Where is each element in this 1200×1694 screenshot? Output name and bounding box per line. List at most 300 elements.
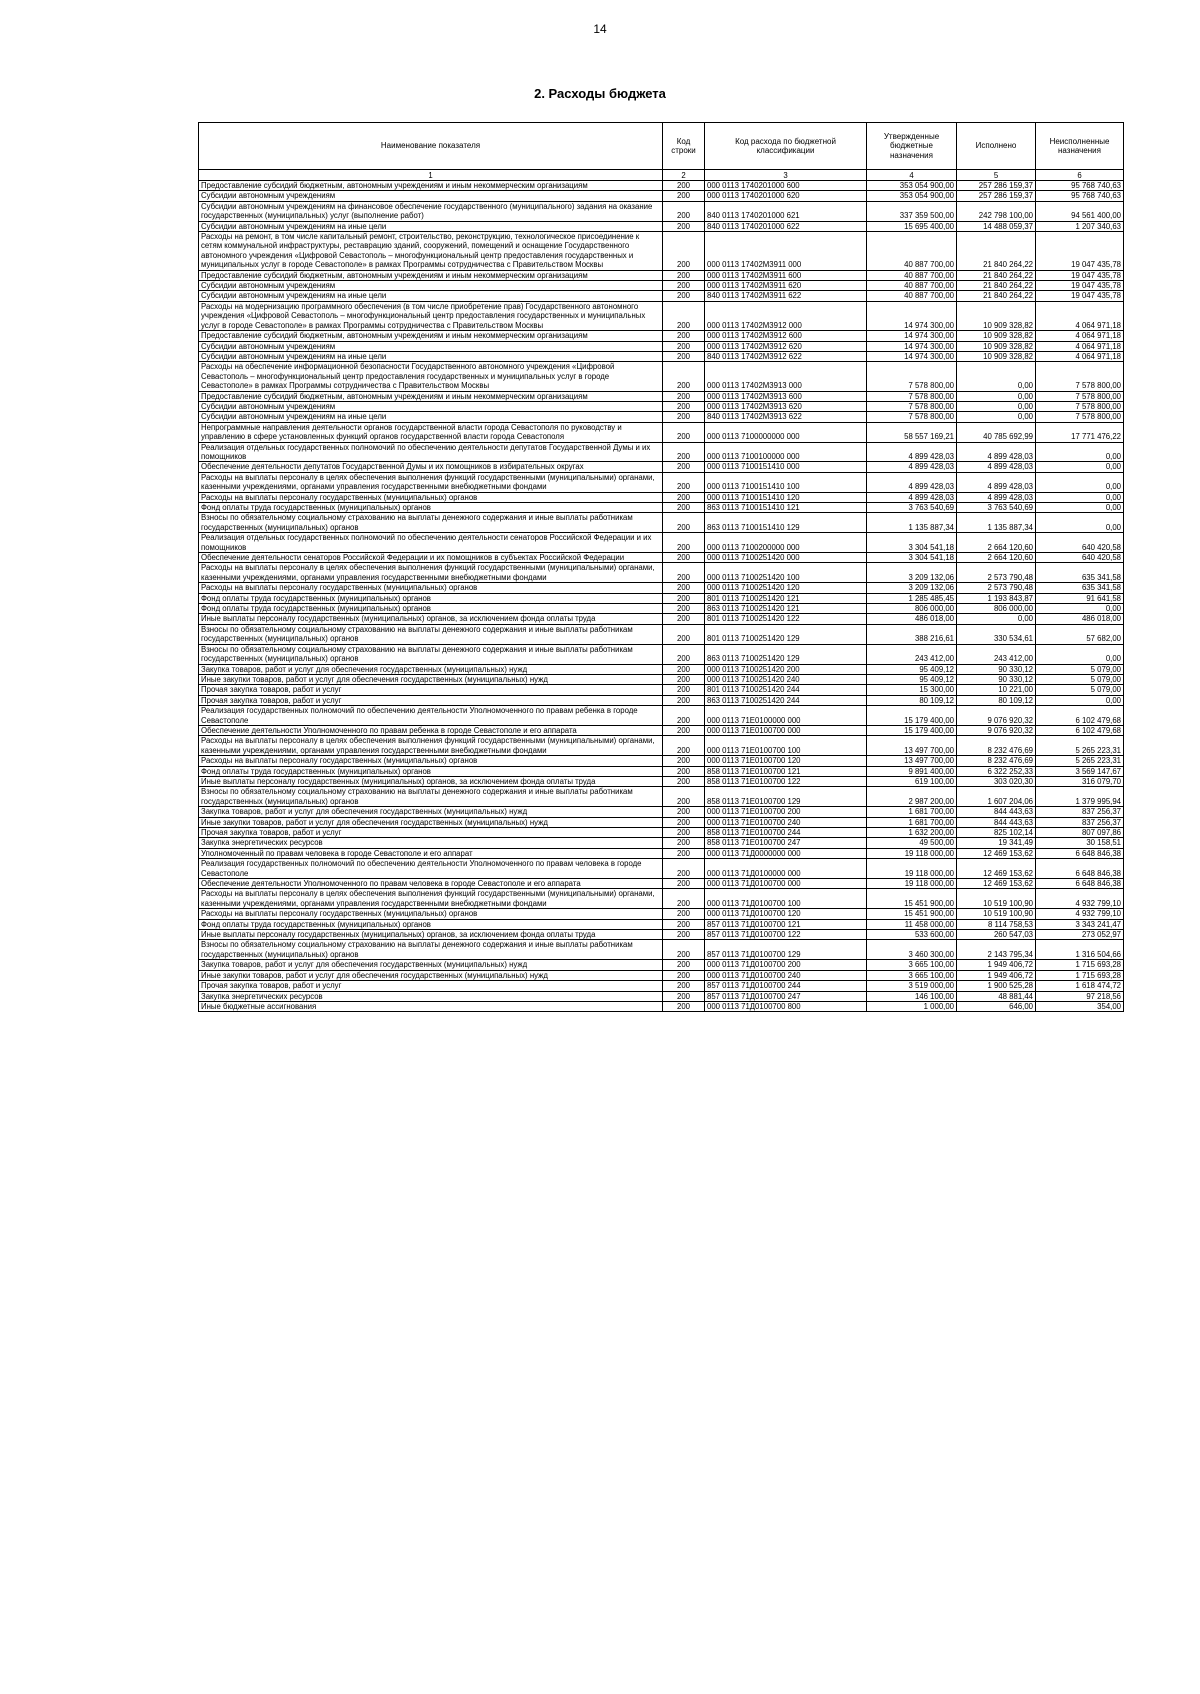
cell-approved: 7 578 800,00 (867, 391, 957, 401)
column-number: 1 (199, 170, 663, 181)
cell-line-code: 200 (663, 674, 705, 684)
cell-expense-code: 863 0113 7100251420 244 (705, 695, 867, 705)
cell-approved: 2 987 200,00 (867, 787, 957, 807)
cell-executed: 844 443,63 (957, 807, 1036, 817)
cell-expense-code: 000 0113 71Д0000000 000 (705, 848, 867, 858)
cell-unexecuted: 6 648 846,38 (1036, 859, 1124, 879)
cell-indicator-name: Предоставление субсидий бюджетным, автономным учреждениям и иным некоммерческим организациям (199, 331, 663, 341)
cell-indicator-name: Прочая закупка товаров, работ и услуг (199, 828, 663, 838)
cell-unexecuted: 0,00 (1036, 442, 1124, 462)
cell-indicator-name: Взносы по обязательному социальному страхованию на выплаты денежного содержания и иные выплаты работникам государственных (муниципальных) органов (199, 624, 663, 644)
cell-line-code: 200 (663, 909, 705, 919)
column-number: 4 (867, 170, 957, 181)
table-row (199, 270, 1124, 280)
cell-line-code: 200 (663, 725, 705, 735)
cell-executed: 10 519 100,90 (957, 889, 1036, 909)
cell-expense-code: 000 0113 7100251420 240 (705, 674, 867, 684)
cell-indicator-name: Фонд оплаты труда государственных (муниципальных) органов (199, 766, 663, 776)
table-row (199, 351, 1124, 361)
cell-executed: 19 341,49 (957, 838, 1036, 848)
cell-indicator-name: Реализация государственных полномочий по обеспечению деятельности Уполномоченного по правам ребенка в городе Севастополе (199, 706, 663, 726)
cell-executed: 10 909 328,82 (957, 331, 1036, 341)
cell-approved: 7 578 800,00 (867, 362, 957, 391)
cell-expense-code: 801 0113 7100251420 129 (705, 624, 867, 644)
cell-line-code: 200 (663, 533, 705, 553)
cell-approved: 14 974 300,00 (867, 331, 957, 341)
header-unexecuted: Неисполненные назначения (1036, 123, 1124, 170)
cell-indicator-name: Иные бюджетные ассигнования (199, 1001, 663, 1011)
cell-executed: 10 519 100,90 (957, 909, 1036, 919)
cell-executed: 2 664 120,60 (957, 533, 1036, 553)
column-number: 2 (663, 170, 705, 181)
cell-approved: 619 100,00 (867, 776, 957, 786)
cell-expense-code: 000 0113 7100251420 120 (705, 583, 867, 593)
cell-indicator-name: Реализация отдельных государственных полномочий по обеспечению деятельности депутатов Государственной Думы и их помощников (199, 442, 663, 462)
header-expense-code: Код расхода по бюджетной классификации (705, 123, 867, 170)
cell-indicator-name: Субсидии автономным учреждениям (199, 191, 663, 201)
cell-line-code: 200 (663, 221, 705, 231)
cell-line-code: 200 (663, 695, 705, 705)
cell-line-code: 200 (663, 401, 705, 411)
cell-executed: 9 076 920,32 (957, 706, 1036, 726)
cell-line-code: 200 (663, 270, 705, 280)
table-row (199, 442, 1124, 462)
cell-approved: 15 451 900,00 (867, 889, 957, 909)
table-row (199, 583, 1124, 593)
table-row (199, 624, 1124, 644)
cell-executed: 90 330,12 (957, 664, 1036, 674)
cell-unexecuted: 4 064 971,18 (1036, 341, 1124, 351)
expenses-table (198, 122, 1124, 1012)
cell-line-code: 200 (663, 940, 705, 960)
table-body (199, 181, 1124, 1012)
cell-indicator-name: Расходы на ремонт, в том числе капитальный ремонт, строительство, реконструкцию, технологическое присоединение к сетям коммунальной инфраструктуры, реставрацию зданий, сооружений, помещений и оснащение Государственного автономного учреждения «Цифровой Севастополь – многофункциональный центр предоставления государственных и муниципальных услуг в городе Севастополе» в рамках Программы сотрудничества с Правительством Москвы (199, 232, 663, 271)
cell-expense-code: 840 0113 17402M3912 622 (705, 351, 867, 361)
cell-indicator-name: Субсидии автономным учреждениям (199, 401, 663, 411)
cell-executed: 646,00 (957, 1001, 1036, 1011)
cell-unexecuted: 7 578 800,00 (1036, 391, 1124, 401)
cell-unexecuted: 5 079,00 (1036, 685, 1124, 695)
cell-executed: 243 412,00 (957, 644, 1036, 664)
cell-executed: 1 193 843,87 (957, 593, 1036, 603)
cell-indicator-name: Реализация государственных полномочий по обеспечению деятельности Уполномоченного по правам человека в городе Севастополе (199, 859, 663, 879)
cell-unexecuted: 837 256,37 (1036, 807, 1124, 817)
cell-approved: 4 899 428,03 (867, 462, 957, 472)
cell-unexecuted: 7 578 800,00 (1036, 412, 1124, 422)
cell-expense-code: 000 0113 7100151410 100 (705, 472, 867, 492)
cell-expense-code: 000 0113 7100251420 200 (705, 664, 867, 674)
page-number: 14 (593, 22, 607, 36)
cell-line-code: 200 (663, 351, 705, 361)
cell-indicator-name: Расходы на выплаты персоналу в целях обеспечения выполнения функций государственными (муниципальными) органами, казенными учреждениями, органами управления государственными внебюджетными фондами (199, 472, 663, 492)
cell-unexecuted: 640 420,58 (1036, 533, 1124, 553)
column-number: 3 (705, 170, 867, 181)
cell-approved: 7 578 800,00 (867, 401, 957, 411)
cell-unexecuted: 807 097,86 (1036, 828, 1124, 838)
cell-indicator-name: Прочая закупка товаров, работ и услуг (199, 685, 663, 695)
cell-line-code: 200 (663, 930, 705, 940)
cell-approved: 13 497 700,00 (867, 736, 957, 756)
cell-unexecuted: 5 079,00 (1036, 674, 1124, 684)
cell-expense-code: 801 0113 7100251420 121 (705, 593, 867, 603)
table-row (199, 940, 1124, 960)
cell-indicator-name: Субсидии автономным учреждениям на иные цели (199, 351, 663, 361)
cell-unexecuted: 316 079,70 (1036, 776, 1124, 786)
table-row (199, 614, 1124, 624)
cell-expense-code: 000 0113 17402M3913 000 (705, 362, 867, 391)
table-row (199, 817, 1124, 827)
cell-indicator-name: Закупка товаров, работ и услуг для обеспечения государственных (муниципальных) нужд (199, 664, 663, 674)
table-row (199, 981, 1124, 991)
cell-approved: 14 974 300,00 (867, 301, 957, 330)
cell-executed: 48 881,44 (957, 991, 1036, 1001)
cell-indicator-name: Иные выплаты персоналу государственных (муниципальных) органов, за исключением фонда оплаты труда (199, 930, 663, 940)
cell-line-code: 200 (663, 706, 705, 726)
cell-expense-code: 840 0113 17402M3911 622 (705, 291, 867, 301)
cell-indicator-name: Прочая закупка товаров, работ и услуг (199, 981, 663, 991)
cell-approved: 4 899 428,03 (867, 492, 957, 502)
cell-approved: 7 578 800,00 (867, 412, 957, 422)
cell-line-code: 200 (663, 991, 705, 1001)
cell-indicator-name: Расходы на обеспечение информационной безопасности Государственного автономного учреждения «Цифровой Севастополь – многофункциональный центр предоставления государственных и муниципальных услуг в городе Севастополе» в рамках Программы сотрудничества с Правительством Москвы (199, 362, 663, 391)
cell-expense-code: 000 0113 17402M3911 600 (705, 270, 867, 280)
cell-indicator-name: Уполномоченный по правам человека в городе Севастополе и его аппарат (199, 848, 663, 858)
cell-approved: 95 409,12 (867, 674, 957, 684)
cell-indicator-name: Прочая закупка товаров, работ и услуг (199, 695, 663, 705)
cell-indicator-name: Фонд оплаты труда государственных (муниципальных) органов (199, 593, 663, 603)
cell-expense-code: 863 0113 7100251420 129 (705, 644, 867, 664)
cell-expense-code: 000 0113 17402M3912 620 (705, 341, 867, 351)
cell-indicator-name: Расходы на выплаты персоналу государственных (муниципальных) органов (199, 756, 663, 766)
cell-executed: 4 899 428,03 (957, 462, 1036, 472)
table-row (199, 838, 1124, 848)
cell-expense-code: 840 0113 17402M3913 622 (705, 412, 867, 422)
table-header-row (199, 123, 1124, 170)
cell-unexecuted: 1 316 504,66 (1036, 940, 1124, 960)
cell-executed: 12 469 153,62 (957, 848, 1036, 858)
cell-line-code: 200 (663, 981, 705, 991)
cell-approved: 80 109,12 (867, 695, 957, 705)
cell-indicator-name: Субсидии автономным учреждениям на финансовое обеспечение государственного (муниципального) задания на оказание государственных (муниципальных) услуг (выполнение работ) (199, 201, 663, 221)
cell-indicator-name: Расходы на выплаты персоналу в целях обеспечения выполнения функций государственными (муниципальными) органами, казенными учреждениями, органами управления государственными внебюджетными фондами (199, 736, 663, 756)
cell-line-code: 200 (663, 644, 705, 664)
cell-line-code: 200 (663, 232, 705, 271)
cell-unexecuted: 0,00 (1036, 695, 1124, 705)
cell-approved: 806 000,00 (867, 604, 957, 614)
cell-unexecuted: 635 341,58 (1036, 563, 1124, 583)
table-row (199, 553, 1124, 563)
cell-unexecuted: 273 052,97 (1036, 930, 1124, 940)
table-row (199, 412, 1124, 422)
cell-indicator-name: Предоставление субсидий бюджетным, автономным учреждениям и иным некоммерческим организациям (199, 270, 663, 280)
cell-unexecuted: 635 341,58 (1036, 583, 1124, 593)
cell-unexecuted: 17 771 476,22 (1036, 422, 1124, 442)
cell-line-code: 200 (663, 960, 705, 970)
cell-expense-code: 858 0113 71E0100700 129 (705, 787, 867, 807)
cell-approved: 13 497 700,00 (867, 756, 957, 766)
cell-executed: 21 840 264,22 (957, 270, 1036, 280)
cell-executed: 8 232 476,69 (957, 756, 1036, 766)
cell-executed: 0,00 (957, 401, 1036, 411)
table-row (199, 930, 1124, 940)
header-name: Наименование показателя (199, 123, 663, 170)
table-row (199, 362, 1124, 391)
page-title: 2. Расходы бюджета (534, 86, 666, 101)
cell-executed: 9 076 920,32 (957, 725, 1036, 735)
cell-line-code: 200 (663, 362, 705, 391)
cell-expense-code: 000 0113 7100100000 000 (705, 442, 867, 462)
cell-unexecuted: 7 578 800,00 (1036, 362, 1124, 391)
cell-line-code: 200 (663, 838, 705, 848)
cell-expense-code: 000 0113 7100200000 000 (705, 533, 867, 553)
table-row (199, 301, 1124, 330)
cell-expense-code: 863 0113 7100151410 121 (705, 503, 867, 513)
cell-approved: 243 412,00 (867, 644, 957, 664)
header-approved: Утвержденные бюджетные назначения (867, 123, 957, 170)
cell-line-code: 200 (663, 341, 705, 351)
cell-line-code: 200 (663, 472, 705, 492)
cell-approved: 40 887 700,00 (867, 281, 957, 291)
cell-executed: 21 840 264,22 (957, 281, 1036, 291)
cell-approved: 1 285 485,45 (867, 593, 957, 603)
cell-approved: 15 451 900,00 (867, 909, 957, 919)
column-number: 6 (1036, 170, 1124, 181)
cell-unexecuted: 6 102 479,68 (1036, 706, 1124, 726)
cell-unexecuted: 95 768 740,63 (1036, 181, 1124, 191)
cell-executed: 12 469 153,62 (957, 879, 1036, 889)
cell-executed: 0,00 (957, 391, 1036, 401)
cell-unexecuted: 3 343 241,47 (1036, 919, 1124, 929)
cell-unexecuted: 1 207 340,63 (1036, 221, 1124, 231)
cell-executed: 14 488 059,37 (957, 221, 1036, 231)
cell-line-code: 200 (663, 412, 705, 422)
cell-approved: 353 054 900,00 (867, 191, 957, 201)
cell-unexecuted: 4 064 971,18 (1036, 331, 1124, 341)
table-row (199, 503, 1124, 513)
cell-expense-code: 000 0113 1740201000 600 (705, 181, 867, 191)
cell-executed: 2 664 120,60 (957, 553, 1036, 563)
cell-line-code: 200 (663, 787, 705, 807)
cell-unexecuted: 94 561 400,00 (1036, 201, 1124, 221)
table-row (199, 422, 1124, 442)
cell-indicator-name: Иные выплаты персоналу государственных (муниципальных) органов, за исключением фонда оплаты труда (199, 776, 663, 786)
cell-expense-code: 000 0113 71Д0100700 240 (705, 970, 867, 980)
cell-approved: 58 557 169,21 (867, 422, 957, 442)
cell-executed: 1 607 204,06 (957, 787, 1036, 807)
cell-executed: 0,00 (957, 614, 1036, 624)
cell-approved: 1 135 887,34 (867, 513, 957, 533)
cell-approved: 3 665 100,00 (867, 960, 957, 970)
table-row (199, 919, 1124, 929)
table-row (199, 391, 1124, 401)
table-row (199, 776, 1124, 786)
cell-unexecuted: 19 047 435,78 (1036, 232, 1124, 271)
table-row (199, 787, 1124, 807)
cell-indicator-name: Расходы на выплаты персоналу в целях обеспечения выполнения функций государственными (муниципальными) органами, казенными учреждениями, органами управления государственными внебюджетными фондами (199, 889, 663, 909)
cell-indicator-name: Непрограммные направления деятельности органов государственной власти города Севастополя по руководству и управлению в сфере установленных функций органов государственной власти города Севастополя (199, 422, 663, 442)
cell-expense-code: 000 0113 71E0100000 000 (705, 706, 867, 726)
cell-expense-code: 000 0113 71E0100700 100 (705, 736, 867, 756)
cell-line-code: 200 (663, 1001, 705, 1011)
cell-unexecuted: 5 079,00 (1036, 664, 1124, 674)
cell-approved: 15 179 400,00 (867, 725, 957, 735)
cell-approved: 4 899 428,03 (867, 472, 957, 492)
cell-indicator-name: Расходы на выплаты персоналу в целях обеспечения выполнения функций государственными (муниципальными) органами, казенными учреждениями, органами управления государственными внебюджетными фондами (199, 563, 663, 583)
table-row (199, 191, 1124, 201)
cell-executed: 21 840 264,22 (957, 232, 1036, 271)
cell-unexecuted: 0,00 (1036, 492, 1124, 502)
cell-approved: 14 974 300,00 (867, 351, 957, 361)
cell-indicator-name: Фонд оплаты труда государственных (муниципальных) органов (199, 604, 663, 614)
table-row (199, 664, 1124, 674)
cell-expense-code: 000 0113 7100151410 120 (705, 492, 867, 502)
cell-approved: 4 899 428,03 (867, 442, 957, 462)
cell-approved: 14 974 300,00 (867, 341, 957, 351)
cell-approved: 19 118 000,00 (867, 879, 957, 889)
header-executed: Исполнено (957, 123, 1036, 170)
cell-unexecuted: 57 682,00 (1036, 624, 1124, 644)
cell-line-code: 200 (663, 391, 705, 401)
cell-indicator-name: Иные выплаты персоналу государственных (муниципальных) органов, за исключением фонда оплаты труда (199, 614, 663, 624)
cell-approved: 40 887 700,00 (867, 232, 957, 271)
table-row (199, 848, 1124, 858)
cell-indicator-name: Взносы по обязательному социальному страхованию на выплаты денежного содержания и иные выплаты работникам государственных (муниципальных) органов (199, 940, 663, 960)
cell-expense-code: 000 0113 7100151410 000 (705, 462, 867, 472)
cell-executed: 80 109,12 (957, 695, 1036, 705)
cell-line-code: 200 (663, 422, 705, 442)
cell-indicator-name: Закупка товаров, работ и услуг для обеспечения государственных (муниципальных) нужд (199, 960, 663, 970)
cell-indicator-name: Предоставление субсидий бюджетным, автономным учреждениям и иным некоммерческим организациям (199, 391, 663, 401)
cell-unexecuted: 30 158,51 (1036, 838, 1124, 848)
cell-approved: 3 304 541,18 (867, 533, 957, 553)
cell-line-code: 200 (663, 604, 705, 614)
table-row (199, 991, 1124, 1001)
cell-line-code: 200 (663, 492, 705, 502)
cell-indicator-name: Иные закупки товаров, работ и услуг для обеспечения государственных (муниципальных) нужд (199, 674, 663, 684)
cell-line-code: 200 (663, 817, 705, 827)
cell-line-code: 200 (663, 736, 705, 756)
cell-line-code: 200 (663, 970, 705, 980)
cell-expense-code: 857 0113 71Д0100700 122 (705, 930, 867, 940)
cell-unexecuted: 7 578 800,00 (1036, 401, 1124, 411)
table-row (199, 513, 1124, 533)
cell-expense-code: 000 0113 17402M3913 620 (705, 401, 867, 411)
table-row (199, 766, 1124, 776)
cell-expense-code: 000 0113 17402M3912 600 (705, 331, 867, 341)
table-row (199, 828, 1124, 838)
cell-indicator-name: Иные закупки товаров, работ и услуг для обеспечения государственных (муниципальных) нужд (199, 970, 663, 980)
cell-executed: 1 900 525,28 (957, 981, 1036, 991)
table-row (199, 695, 1124, 705)
cell-executed: 4 899 428,03 (957, 492, 1036, 502)
cell-line-code: 200 (663, 563, 705, 583)
cell-executed: 3 763 540,69 (957, 503, 1036, 513)
cell-expense-code: 857 0113 71Д0100700 247 (705, 991, 867, 1001)
cell-unexecuted: 0,00 (1036, 462, 1124, 472)
cell-line-code: 200 (663, 889, 705, 909)
cell-executed: 303 020,30 (957, 776, 1036, 786)
cell-executed: 4 899 428,03 (957, 442, 1036, 462)
cell-unexecuted: 5 265 223,31 (1036, 736, 1124, 756)
cell-expense-code: 000 0113 71Д0100700 200 (705, 960, 867, 970)
cell-expense-code: 863 0113 7100151410 129 (705, 513, 867, 533)
cell-executed: 2 573 790,48 (957, 563, 1036, 583)
cell-unexecuted: 19 047 435,78 (1036, 270, 1124, 280)
cell-expense-code: 000 0113 71E0100700 200 (705, 807, 867, 817)
cell-line-code: 200 (663, 503, 705, 513)
cell-line-code: 200 (663, 201, 705, 221)
cell-line-code: 200 (663, 756, 705, 766)
cell-unexecuted: 354,00 (1036, 1001, 1124, 1011)
cell-approved: 15 695 400,00 (867, 221, 957, 231)
cell-unexecuted: 95 768 740,63 (1036, 191, 1124, 201)
cell-line-code: 200 (663, 919, 705, 929)
cell-unexecuted: 4 064 971,18 (1036, 351, 1124, 361)
cell-indicator-name: Расходы на выплаты персоналу государственных (муниципальных) органов (199, 583, 663, 593)
table-row (199, 472, 1124, 492)
cell-indicator-name: Закупка энергетических ресурсов (199, 838, 663, 848)
table-row (199, 462, 1124, 472)
cell-indicator-name: Обеспечение деятельности Уполномоченного по правам ребенка в городе Севастополе и его аппарата (199, 725, 663, 735)
cell-unexecuted: 0,00 (1036, 513, 1124, 533)
table-row (199, 725, 1124, 735)
cell-indicator-name: Закупка товаров, работ и услуг для обеспечения государственных (муниципальных) нужд (199, 807, 663, 817)
cell-executed: 10 909 328,82 (957, 351, 1036, 361)
cell-line-code: 200 (663, 776, 705, 786)
cell-executed: 10 221,00 (957, 685, 1036, 695)
cell-indicator-name: Субсидии автономным учреждениям на иные цели (199, 221, 663, 231)
cell-line-code: 200 (663, 513, 705, 533)
cell-unexecuted: 3 569 147,67 (1036, 766, 1124, 776)
cell-approved: 3 665 100,00 (867, 970, 957, 980)
cell-indicator-name: Обеспечение деятельности депутатов Государственной Думы и их помощников в избирательных округах (199, 462, 663, 472)
cell-unexecuted: 1 715 693,28 (1036, 960, 1124, 970)
cell-expense-code: 000 0113 17402M3912 000 (705, 301, 867, 330)
cell-executed: 90 330,12 (957, 674, 1036, 684)
cell-expense-code: 858 0113 71E0100700 121 (705, 766, 867, 776)
cell-indicator-name: Предоставление субсидий бюджетным, автономным учреждениям и иным некоммерческим организациям (199, 181, 663, 191)
table-row (199, 756, 1124, 766)
cell-approved: 3 460 300,00 (867, 940, 957, 960)
cell-executed: 10 909 328,82 (957, 341, 1036, 351)
table-row (199, 401, 1124, 411)
table-row (199, 181, 1124, 191)
cell-indicator-name: Субсидии автономным учреждениям на иные цели (199, 291, 663, 301)
cell-unexecuted: 19 047 435,78 (1036, 281, 1124, 291)
table-row (199, 807, 1124, 817)
cell-approved: 95 409,12 (867, 664, 957, 674)
table-row (199, 706, 1124, 726)
cell-line-code: 200 (663, 191, 705, 201)
cell-executed: 825 102,14 (957, 828, 1036, 838)
table-row (199, 674, 1124, 684)
cell-line-code: 200 (663, 828, 705, 838)
cell-expense-code: 840 0113 1740201000 622 (705, 221, 867, 231)
cell-line-code: 200 (663, 848, 705, 858)
table-row (199, 331, 1124, 341)
cell-indicator-name: Взносы по обязательному социальному страхованию на выплаты денежного содержания и иные выплаты работникам государственных (муниципальных) органов (199, 787, 663, 807)
table-row (199, 970, 1124, 980)
table-row (199, 1001, 1124, 1011)
cell-approved: 19 118 000,00 (867, 859, 957, 879)
cell-unexecuted: 0,00 (1036, 472, 1124, 492)
cell-executed: 8 232 476,69 (957, 736, 1036, 756)
cell-approved: 1 681 700,00 (867, 807, 957, 817)
cell-line-code: 200 (663, 181, 705, 191)
cell-unexecuted: 4 064 971,18 (1036, 301, 1124, 330)
cell-unexecuted: 1 715 693,28 (1036, 970, 1124, 980)
cell-expense-code: 840 0113 1740201000 621 (705, 201, 867, 221)
